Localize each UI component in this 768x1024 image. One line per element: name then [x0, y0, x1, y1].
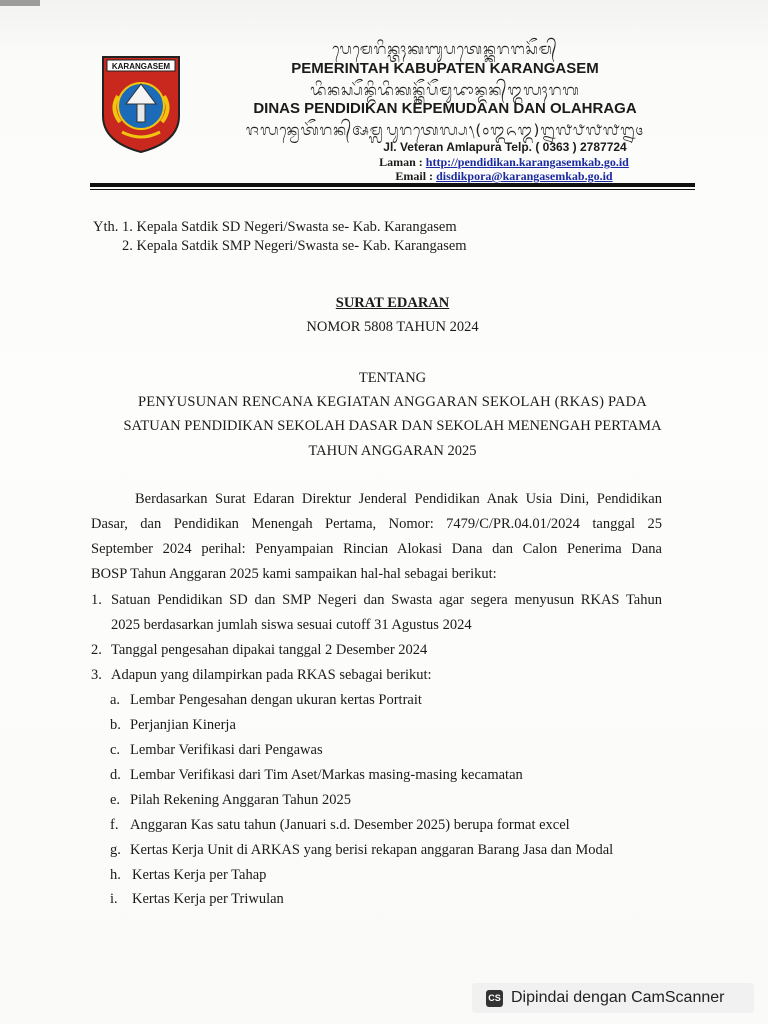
- letterhead-divider-thin: [90, 189, 695, 190]
- subitem-text: Pilah Rekening Anggaran Tahun 2025: [130, 792, 352, 808]
- intro-line-3: September 2024 perihal: Penyampaian Rincian Alokasi Dana dan Calon Penerima Dana: [91, 541, 662, 557]
- subitem-letter: g.: [110, 842, 121, 858]
- website-link[interactable]: http://pendidikan.karangasemkab.go.id: [425, 155, 629, 169]
- intro-line-2: Dasar, dan Pendidikan Menengah Pertama, Nomor: 7479/C/PR.04.01/2024 tanggal 25: [91, 516, 662, 532]
- subitem-text: Lembar Pengesahan dengan ukuran kertas Portrait: [130, 692, 422, 708]
- subitem-text: Kertas Kerja Unit di ARKAS yang berisi rekapan anggaran Barang Jasa dan Modal: [130, 842, 614, 858]
- subitem-letter: b.: [110, 717, 121, 733]
- karangasem-logo: [100, 54, 182, 154]
- item-number: 2.: [91, 642, 102, 658]
- balinese-script-line-2: ᬤᬶᬦᬲ᭄ᬧᭂᬦ᭄ᬤᬶᬤᬶᬓᬦ᭄ᬓᭂᬧᭂᬫᬸᬤᬵᬦ᭄ᬤᬦ᭄ᬑᬮᬄᬭᬕ: [310, 81, 580, 99]
- recipient-1: Yth. 1. Kepala Satdik SD Negeri/Swasta se- Kab. Karangasem: [93, 219, 457, 235]
- letter-number: NOMOR 5808 TAHUN 2024: [306, 319, 479, 335]
- camscanner-text: Dipindai dengan CamScanner: [511, 989, 725, 1006]
- balinese-script-line-1: ᬧᬾᬫᬾᬭᬶᬦ᭄ᬢᬄᬓᬩᬸᬧᬢᬾᬦ᭄ᬓᬭᬗᬲᭂᬫ᭄: [332, 40, 558, 58]
- email-label: Email :: [395, 169, 434, 183]
- recipient-2: 2. Kepala Satdik SMP Negeri/Swasta se- Kab. Karangasem: [122, 238, 467, 254]
- subitem-text: Lembar Verifikasi dari Pengawas: [130, 742, 323, 758]
- subitem-letter: a.: [110, 692, 121, 708]
- letter-title: SURAT EDARAN: [335, 295, 450, 311]
- subitem-text: Kertas Kerja per Triwulan: [132, 891, 284, 907]
- item-2-text: Tanggal pengesahan dipakai tanggal 2 Desember 2024: [111, 642, 428, 658]
- subitem-text: Anggaran Kas satu tahun (Januari s.d. Desember 2025) berupa format excel: [130, 817, 570, 833]
- subject-line-3: TAHUN ANGGARAN 2025: [308, 443, 477, 459]
- camscanner-icon: CS: [486, 990, 503, 1007]
- intro-line-4: BOSP Tahun Anggaran 2025 kami sampaikan hal-hal sebagai berikut:: [91, 566, 497, 582]
- government-name: PEMERINTAH KABUPATEN KARANGASEM: [291, 60, 599, 77]
- address: Jl. Veteran Amlapura Telp. ( 0363 ) 2787724: [383, 140, 627, 154]
- item-3-text: Adapun yang dilampirkan pada RKAS sebagai berikut:: [111, 667, 432, 683]
- subject-line-1: PENYUSUNAN RENCANA KEGIATAN ANGGARAN SEKOLAH (RKAS) PADA: [138, 394, 647, 410]
- subitem-text: Perjanjian Kinerja: [130, 717, 236, 733]
- subitem-letter: e.: [110, 792, 121, 808]
- subitem-letter: d.: [110, 767, 121, 783]
- intro-line-1: Berdasarkan Surat Edaran Direktur Jenderal Pendidikan Anak Usia Dini, Pendidikan: [135, 491, 662, 507]
- balinese-script-line-3: ᬚᬮᬦ᭄ᬯᬾᬢᭂᬭᬦ᭄ᬅᬫ᭄ᬮᬧᬸᬭᬢᬾᬮ᭄ᬧ᭞(᭐᭓᭖᭓)᭒᭗᭘᭗᭗᭒᭔: [245, 121, 645, 139]
- subitem-letter: c.: [110, 742, 121, 758]
- email-link[interactable]: disdikpora@karangasemkab.go.id: [436, 169, 613, 183]
- website-label: Laman :: [379, 155, 423, 169]
- subitem-text: Lembar Verifikasi dari Tim Aset/Markas masing-masing kecamatan: [130, 767, 523, 783]
- scan-edge-mark: [0, 0, 40, 6]
- website-line: [200, 155, 690, 170]
- letterhead-divider-thick: [90, 183, 695, 187]
- item-number: 3.: [91, 667, 102, 683]
- subitem-text: Kertas Kerja per Tahap: [132, 867, 267, 883]
- item-number: 1.: [91, 592, 102, 608]
- email-line: [200, 169, 690, 184]
- subitem-letter: f.: [110, 817, 119, 833]
- camscanner-watermark: [472, 983, 754, 1013]
- department-name: DINAS PENDIDIKAN KEPEMUDAAN DAN OLAHRAGA: [253, 100, 637, 117]
- item-1-line-2: 2025 berdasarkan jumlah siswa sesuai cutoff 31 Agustus 2024: [111, 617, 472, 633]
- subject-line-2: SATUAN PENDIDIKAN SEKOLAH DASAR DAN SEKOLAH MENENGAH PERTAMA: [123, 418, 662, 434]
- logo-label: KARANGASEM: [111, 62, 171, 71]
- about-label: TENTANG: [358, 370, 427, 386]
- subitem-letter: h.: [110, 867, 121, 883]
- subitem-letter: i.: [110, 891, 118, 907]
- item-1-line-1: Satuan Pendidikan SD dan SMP Negeri dan Swasta agar segera menyusun RKAS Tahun: [111, 592, 662, 608]
